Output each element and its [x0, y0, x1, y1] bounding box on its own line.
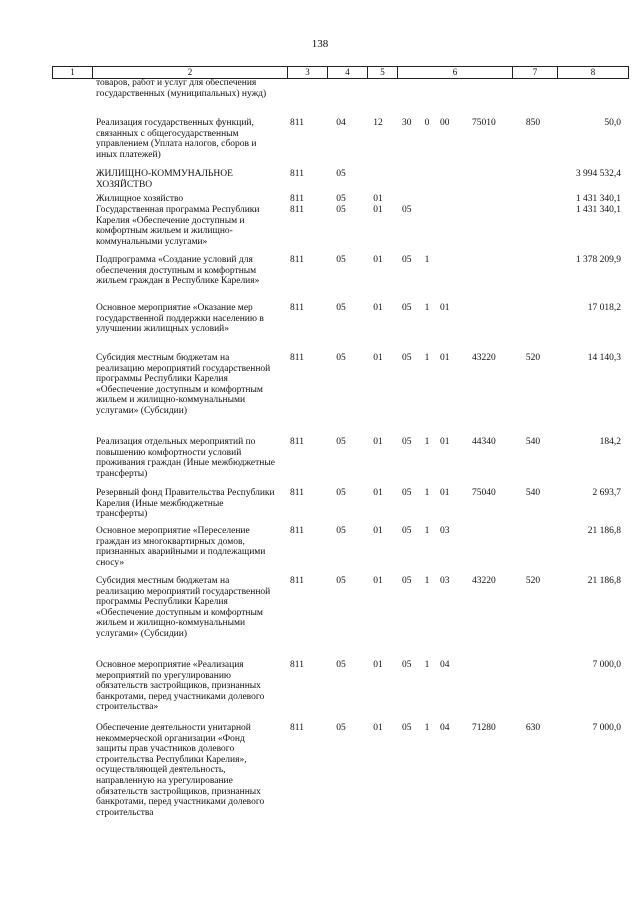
row-code-ministry: 811 — [290, 255, 304, 265]
row-code-program: 05 — [402, 576, 412, 586]
row-amount: 2 693,7 — [592, 488, 621, 498]
row-amount: 21 186,8 — [587, 526, 621, 536]
row-code-ministry: 811 — [290, 169, 304, 179]
row-code-subprogram: 1 — [424, 437, 430, 447]
row-code-section: 05 — [336, 660, 346, 670]
row-code-ministry: 811 — [290, 526, 304, 536]
row-code-subsection: 12 — [373, 118, 383, 128]
row-code-section: 05 — [336, 255, 346, 265]
row-name: Обеспечение деятельности унитарной некоммерческой организации «Фонд защиты прав участников долевого строительства Республики Карелия», осуществляющей деятельность, направленную на урегулирование обязательств застройщиков, признанных банкротами, перед участниками долевого строительства — [96, 723, 265, 818]
row-code-program: 05 — [402, 353, 412, 363]
row-code-section: 05 — [336, 169, 346, 179]
row-name: Подпрограмма «Создание условий для обеспечения доступным и комфортным жильем граждан в Республике Карелия» — [96, 255, 260, 287]
header-col-5: 5 — [367, 67, 397, 78]
row-code-section: 05 — [336, 303, 346, 313]
row-code-ministry: 811 — [290, 118, 304, 128]
row-code-subprogram: 1 — [424, 723, 430, 733]
row-amount: 7 000,0 — [592, 660, 621, 670]
header-col-2: 2 — [92, 67, 287, 78]
row-code-program: 05 — [402, 255, 412, 265]
header-col-4: 4 — [327, 67, 367, 78]
row-code-section: 05 — [336, 194, 346, 204]
header-col-6: 6 — [397, 67, 512, 78]
row-name: ЖИЛИЩНО-КОММУНАЛЬНОЕ ХОЗЯЙСТВО — [96, 169, 233, 190]
row-code-ministry: 811 — [290, 194, 304, 204]
row-amount: 1 431 340,1 — [575, 205, 621, 215]
row-code-subsection: 01 — [373, 303, 383, 313]
row-code-section: 05 — [336, 526, 346, 536]
row-name: Жилищное хозяйство — [96, 194, 184, 204]
row-code-ministry: 811 — [290, 303, 304, 313]
row-code-subsection: 01 — [373, 437, 383, 447]
row-code-expense-type: 520 — [525, 353, 541, 363]
row-name: Государственная программа Республики Карелия «Обеспечение доступным и комфортным жильем и жилищно-коммунальными услугами» — [96, 205, 260, 247]
row-amount: 1 431 340,1 — [575, 194, 621, 204]
row-code-subsection: 01 — [373, 526, 383, 536]
row-code-activity: 01 — [440, 303, 450, 313]
row-name: Основное мероприятие «Реализация мероприятий по урегулированию обязательств застройщиков, признанных банкротами, перед участниками долевого строительства» — [96, 660, 265, 713]
row-code-section: 05 — [336, 576, 346, 586]
row-code-activity: 01 — [440, 488, 450, 498]
row-code-ministry: 811 — [290, 205, 304, 215]
row-code-activity: 03 — [440, 576, 450, 586]
row-code-section: 05 — [336, 488, 346, 498]
row-code-program: 05 — [402, 526, 412, 536]
row-code-subsection: 01 — [373, 723, 383, 733]
row-name: Субсидия местным бюджетам на реализацию мероприятий государственной программы Республики Карелия «Обеспечение доступным и комфортным жильем и жилищно-коммунальными услугами» (Субсидии) — [96, 353, 271, 416]
header-col-7: 7 — [512, 67, 557, 78]
row-code-ministry: 811 — [290, 488, 304, 498]
row-code-activity: 00 — [440, 118, 450, 128]
row-code-direction: 44340 — [472, 437, 496, 447]
row-code-program: 30 — [402, 118, 412, 128]
row-code-ministry: 811 — [290, 437, 304, 447]
row-name: товаров, работ и услуг для обеспечения государственных (муниципальных) нужд) — [96, 78, 267, 99]
row-code-subprogram: 1 — [424, 576, 430, 586]
row-code-program: 05 — [402, 488, 412, 498]
row-code-direction: 43220 — [472, 576, 496, 586]
row-amount: 1 378 209,9 — [575, 255, 621, 265]
header-col-3: 3 — [287, 67, 327, 78]
row-code-subprogram: 1 — [424, 255, 430, 265]
row-amount: 21 186,8 — [587, 576, 621, 586]
row-name: Субсидия местным бюджетам на реализацию мероприятий государственной программы Республики Карелия «Обеспечение доступным и комфортным жильем и жилищно-коммунальными услугами» (Субсидии) — [96, 576, 271, 639]
row-code-subsection: 01 — [373, 255, 383, 265]
row-code-program: 05 — [402, 723, 412, 733]
row-code-ministry: 811 — [290, 353, 304, 363]
row-code-subsection: 01 — [373, 194, 383, 204]
row-code-program: 05 — [402, 205, 412, 215]
row-code-subsection: 01 — [373, 205, 383, 215]
row-amount: 17 018,2 — [587, 303, 621, 313]
row-code-expense-type: 520 — [525, 576, 541, 586]
row-code-ministry: 811 — [290, 576, 304, 586]
row-code-subsection: 01 — [373, 576, 383, 586]
row-amount: 7 000,0 — [592, 723, 621, 733]
row-code-subsection: 01 — [373, 353, 383, 363]
page-number: 138 — [311, 38, 329, 50]
row-code-direction: 75010 — [472, 118, 496, 128]
row-code-expense-type: 850 — [525, 118, 541, 128]
header-col-8: 8 — [557, 67, 629, 78]
row-code-activity: 03 — [440, 526, 450, 536]
row-code-program: 05 — [402, 303, 412, 313]
row-name: Основное мероприятие «Переселение граждан из многоквартирных домов, признанных аварийными и подлежащими сносу» — [96, 526, 266, 568]
row-code-expense-type: 540 — [525, 437, 541, 447]
row-name: Основное мероприятие «Оказание мер государственной поддержки населению в улучшении жилищных условий» — [96, 303, 264, 335]
row-code-section: 04 — [336, 118, 346, 128]
row-name: Реализация отдельных мероприятий по повышению комфортности условий проживания граждан (Иные межбюджетные трансферты) — [96, 437, 275, 479]
row-code-ministry: 811 — [290, 660, 304, 670]
row-code-direction: 43220 — [472, 353, 496, 363]
row-amount: 50,0 — [604, 118, 621, 128]
row-code-subprogram: 1 — [424, 488, 430, 498]
row-code-subsection: 01 — [373, 660, 383, 670]
row-code-activity: 01 — [440, 437, 450, 447]
row-code-subprogram: 1 — [424, 303, 430, 313]
row-code-expense-type: 540 — [525, 488, 541, 498]
header-col-1: 1 — [52, 67, 92, 78]
row-code-section: 05 — [336, 437, 346, 447]
row-amount: 3 994 532,4 — [575, 169, 621, 179]
row-code-subsection: 01 — [373, 488, 383, 498]
row-name: Реализация государственных функций, связанных с общегосударственным управлением (Уплата налогов, сборов и иных платежей) — [96, 118, 257, 160]
row-code-section: 05 — [336, 353, 346, 363]
row-code-ministry: 811 — [290, 723, 304, 733]
row-amount: 14 140,3 — [587, 353, 621, 363]
row-code-subprogram: 1 — [424, 353, 430, 363]
row-code-subprogram: 1 — [424, 526, 430, 536]
row-amount: 184,2 — [599, 437, 621, 447]
row-code-activity: 04 — [440, 660, 450, 670]
row-code-program: 05 — [402, 660, 412, 670]
row-code-direction: 71280 — [472, 723, 496, 733]
row-code-direction: 75040 — [472, 488, 496, 498]
row-code-subprogram: 1 — [424, 660, 430, 670]
row-code-section: 05 — [336, 205, 346, 215]
row-code-expense-type: 630 — [525, 723, 541, 733]
row-code-activity: 04 — [440, 723, 450, 733]
row-code-activity: 01 — [440, 353, 450, 363]
row-code-program: 05 — [402, 437, 412, 447]
row-name: Резервный фонд Правительства Республики Карелия (Иные межбюджетные трансферты) — [96, 488, 275, 520]
row-code-subprogram: 0 — [424, 118, 430, 128]
row-code-section: 05 — [336, 723, 346, 733]
